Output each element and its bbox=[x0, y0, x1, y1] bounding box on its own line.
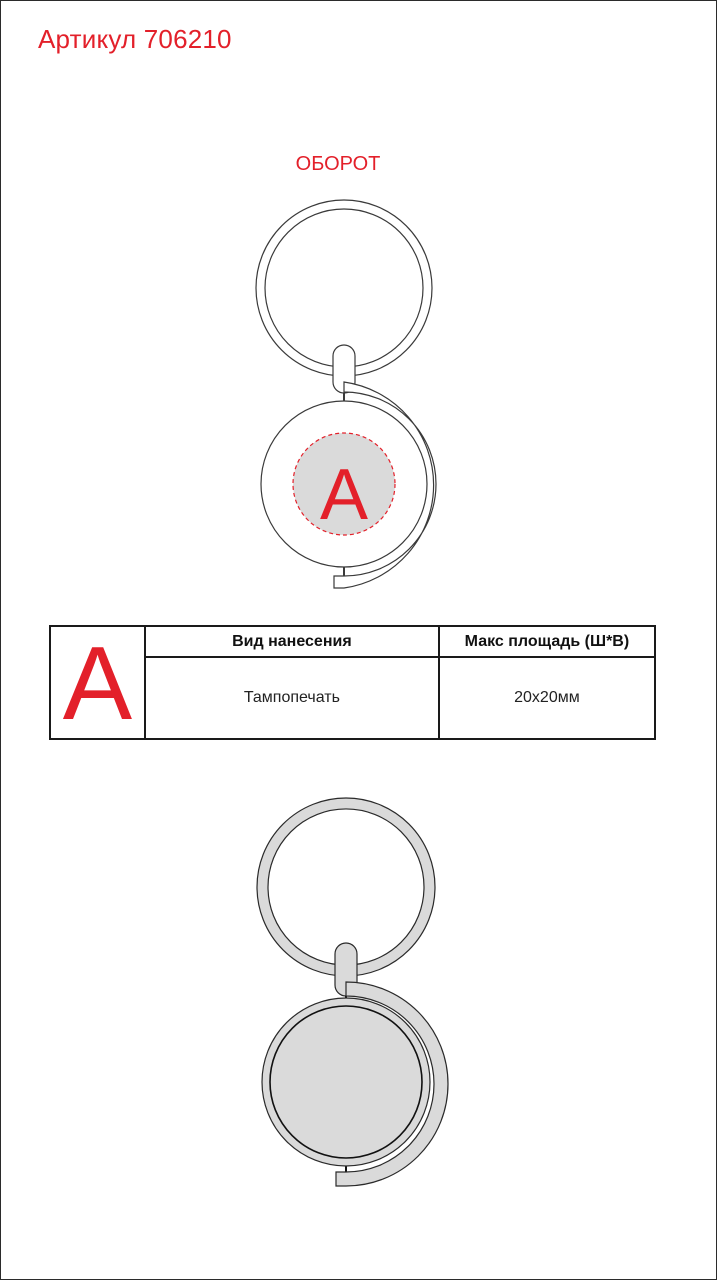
keychain-front-drawing bbox=[0, 790, 717, 1200]
max-area-value: 20x20мм bbox=[439, 657, 655, 739]
keychain-back-drawing bbox=[0, 180, 717, 600]
back-side-label: ОБОРОТ bbox=[295, 153, 381, 175]
disc-inner bbox=[270, 1006, 422, 1158]
header-application-method: Вид нанесения bbox=[145, 626, 439, 657]
header-max-area: Макс площадь (Ш*В) bbox=[439, 626, 655, 657]
keychain-back-svg bbox=[0, 180, 717, 600]
application-method-value: Тампопечать bbox=[145, 657, 439, 739]
print-area-marker-cell bbox=[50, 625, 145, 742]
key-ring-inner bbox=[265, 209, 423, 367]
article-title: Артикул 706210 bbox=[38, 24, 232, 54]
print-area-letter: A bbox=[319, 455, 369, 535]
keychain-front-svg bbox=[0, 790, 717, 1200]
print-area-marker-letter: A bbox=[62, 625, 133, 742]
application-table bbox=[49, 625, 656, 740]
